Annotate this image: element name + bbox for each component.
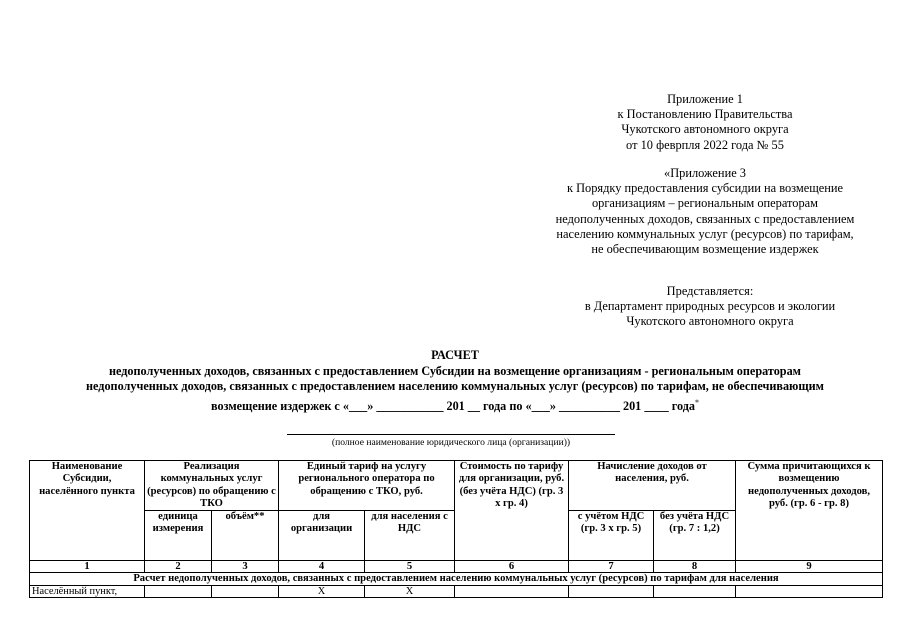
footnote-mark: * [694,397,699,407]
with-vat-cell[interactable] [569,586,654,598]
column-number: 6 [455,561,569,573]
column-number: 4 [279,561,365,573]
order-annex-line: к Порядку предоставления субсидии на возмещение [566,181,844,196]
annex-line: от 10 феврпля 2022 года № 55 [626,137,784,152]
volume-cell[interactable] [212,586,279,598]
title-heading: РАСЧЕТ [431,348,479,362]
settlement-name-cell[interactable]: Населённый пункт, [30,586,145,598]
header-unit: единица измерения [145,511,212,561]
column-number: 9 [736,561,883,573]
header-service-sales: Реализация коммунальных услуг (ресурсов) по обращению с ТКО [145,461,279,511]
order-annex-line: недополученных доходов, связанных с предоставлением [555,211,855,226]
column-number-row [30,561,883,573]
header-single-tariff: Единый тариф на услугу регионального оператора по обращению с ТКО, руб. [279,461,455,511]
title-period-line [40,395,870,415]
tariff-org-cell: Х [279,586,365,598]
header-without-vat: без учёта НДС (гр. 7 : 1,2) [654,511,736,561]
column-number: 2 [145,561,212,573]
document-title [40,348,870,414]
annex-line: Чукотского автономного округа [621,122,789,137]
header-with-vat: с учётом НДС (гр. 3 х гр. 5) [569,511,654,561]
order-annex-header [530,166,880,257]
title-line: недополученных доходов, связанных с предоставлением Субсидии на возмещение организациям - региональным операторам [109,363,801,378]
annex-line: Приложение 1 [667,92,743,106]
unit-cell[interactable] [145,586,212,598]
header-tariff-population: для населения с НДС [365,511,455,561]
column-number: 3 [212,561,279,573]
cost-cell[interactable] [455,586,569,598]
header-tariff-org: для организации [279,511,365,561]
submission-line: в Департамент природных ресурсов и экологии [584,299,836,314]
section-title: Расчет недополученных доходов, связанных с предоставлением населению коммунальных услуг (ресурсов) по тарифам для населения [30,573,883,586]
header-tariff-cost: Стоимость по тарифу для организации, руб. (без учёта НДС) (гр. 3 х гр. 4) [455,461,569,561]
header-amount-due: Сумма причитающихся к возмещению недополученных доходов, руб. (гр. 6 - гр. 8) [736,461,883,561]
title-line: недополученных доходов, связанных с предоставлением населению коммунальных услуг (ресурсов) по тарифам, не обеспечивающим [86,379,824,393]
annex-line: к Постановлению Правительства [617,107,793,122]
header-income-accrual: Начисление доходов от населения, руб. [569,461,736,511]
calculation-table [29,460,883,598]
annex-header [560,92,850,153]
header-subsidy-name: Наименование Субсидии, населённого пункта [30,461,145,561]
org-name-underline [287,434,615,435]
tariff-population-cell: Х [365,586,455,598]
amount-due-cell[interactable] [736,586,883,598]
order-annex-line: организациям – региональным операторам [591,196,819,211]
column-number: 7 [569,561,654,573]
without-vat-cell[interactable] [654,586,736,598]
submission-line: Чукотского автономного округа [626,314,794,329]
order-annex-line: населению коммунальных услуг (ресурсов) по тарифам, [556,226,854,241]
org-name-caption: (полное наименование юридического лица (организации)) [331,437,571,448]
order-annex-line: не обеспечивающим возмещение издержек [591,242,819,257]
submission-line: Представляется: [666,284,754,298]
section-row [30,573,883,586]
header-volume: объём** [212,511,279,561]
column-number: 1 [30,561,145,573]
table-row [30,586,883,598]
title-period-text: возмещение издержек с «___» ___________ 201 __ года по «___» __________ 201 ____ года [211,398,695,413]
submission-block [560,284,860,330]
order-annex-line: «Приложение 3 [664,166,746,180]
column-number: 8 [654,561,736,573]
column-number: 5 [365,561,455,573]
